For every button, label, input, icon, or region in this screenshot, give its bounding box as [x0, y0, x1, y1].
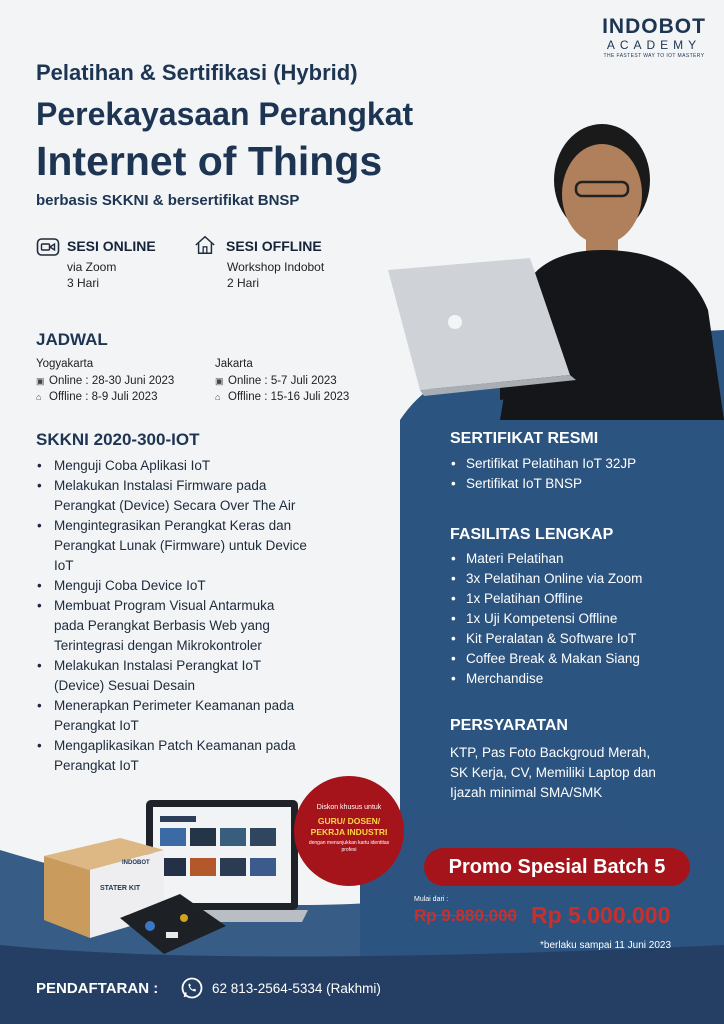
product-illustration	[40, 798, 310, 958]
new-price: Rp 5.000.000	[531, 902, 671, 928]
skkni-item-line: IoT	[54, 558, 74, 573]
session-online-platform: via Zoom	[67, 260, 117, 274]
jadwal-jakarta-offline: Offline : 15-16 Juli 2023	[228, 391, 350, 403]
persyaratan-line: Ijazah minimal SMA/SMK	[450, 785, 603, 800]
video-camera-icon	[36, 236, 60, 258]
skkni-item	[36, 696, 356, 736]
skkni-item	[36, 656, 356, 696]
skkni-item-line: Perangkat IoT	[54, 718, 139, 733]
headline-iot: Internet of Things	[36, 138, 383, 184]
logo-wordmark: INDOBOT	[602, 15, 706, 38]
skkni-item-line: • Menguji Coba Device IoT	[54, 578, 206, 593]
session-online-detail	[67, 259, 116, 291]
fasilitas-item: • Merchandise	[450, 669, 710, 689]
session-online-duration: 3 Hari	[67, 276, 100, 290]
fasilitas-item: • 3x Pelatihan Online via Zoom	[450, 569, 710, 589]
price-from-label: Mulai dari :	[414, 896, 449, 903]
fasilitas-title: FASILITAS LENGKAP	[450, 526, 614, 543]
skkni-item-line: • Mengintegrasikan Perangkat Keras dan	[54, 518, 292, 533]
skkni-item-line: • Melakukan Instalasi Perangkat IoT	[54, 658, 262, 673]
jadwal-jakarta-online: Online : 5-7 Juli 2023	[228, 375, 337, 387]
persyaratan-text	[450, 743, 714, 803]
badge-audience-line: GURU/ DOSEN/	[317, 816, 381, 826]
skkni-item-line: • Menguji Coba Aplikasi IoT	[54, 458, 211, 473]
house-icon: ⌂	[36, 392, 42, 402]
skkni-item	[36, 456, 356, 476]
fasilitas-list	[450, 549, 710, 689]
persyaratan-line: SK Kerja, CV, Memiliki Laptop dan	[450, 765, 656, 780]
jadwal-jakarta-city: Jakarta	[215, 358, 253, 370]
skkni-item-line: pada Perangkat Berbasis Web yang	[54, 618, 270, 633]
skkni-item-line: • Membuat Program Visual Antarmuka	[54, 598, 275, 613]
fasilitas-item: • Kit Peralatan & Software IoT	[450, 629, 710, 649]
video-camera-icon: ▣	[36, 376, 45, 386]
headline-perekayasaan: Perekayasaan Perangkat	[36, 96, 414, 132]
skkni-item-line: (Device) Sesuai Desain	[54, 678, 196, 693]
house-icon: ⌂	[215, 392, 221, 402]
sertifikat-list	[450, 454, 710, 494]
jadwal-yogya-online: Online : 28-30 Juni 2023	[49, 375, 175, 387]
jadwal-yogya-city: Yogyakarta	[36, 358, 94, 370]
skkni-item	[36, 476, 356, 516]
house-icon	[193, 234, 217, 256]
session-offline-detail	[227, 259, 324, 291]
skkni-item-line: Terintegrasi dengan Mikrokontroler	[54, 638, 262, 653]
jadwal-title: JADWAL	[36, 330, 108, 349]
skkni-item	[36, 576, 356, 596]
headline-hybrid: Pelatihan & Sertifikasi (Hybrid)	[36, 60, 358, 85]
session-online-title: SESI ONLINE	[67, 238, 156, 254]
video-camera-icon: ▣	[215, 376, 224, 386]
presenter-photo	[380, 110, 724, 420]
sertifikat-title: SERTIFIKAT RESMI	[450, 430, 599, 447]
skkni-title: SKKNI 2020-300-IOT	[36, 430, 200, 449]
persyaratan-line: KTP, Pas Foto Backgroud Merah,	[450, 745, 651, 760]
skkni-item	[36, 596, 356, 656]
box-brand: INDOBOT	[122, 860, 150, 866]
registration-label: PENDAFTARAN :	[36, 980, 159, 997]
presenter-face	[562, 144, 642, 244]
skkni-item-line: Perangkat IoT	[54, 758, 139, 773]
fasilitas-item: • Materi Pelatihan	[450, 549, 710, 569]
fasilitas-item: • Coffee Break & Makan Siang	[450, 649, 710, 669]
skkni-item-line: • Melakukan Instalasi Firmware pada	[54, 478, 267, 493]
jadwal-jakarta	[215, 356, 349, 405]
skkni-item-line: • Menerapkan Perimeter Keamanan pada	[54, 698, 295, 713]
skkni-item	[36, 516, 356, 576]
promo-validity-note: *berlaku sampai 11 Juni 2023	[540, 940, 672, 951]
discount-badge	[294, 776, 404, 886]
fasilitas-item: • 1x Uji Kompetensi Offline	[450, 609, 710, 629]
box-title: STATER KIT	[100, 885, 141, 892]
skkni-item-line: Perangkat Lunak (Firmware) untuk Device	[54, 538, 307, 553]
badge-intro: Diskon khusus untuk	[316, 804, 382, 811]
skkni-item	[36, 736, 356, 776]
headline-skkni-bnsp: berbasis SKKNI & bersertifikat BNSP	[36, 192, 300, 209]
laptop-logo	[448, 315, 462, 329]
persyaratan-title: PERSYARATAN	[450, 717, 568, 734]
whatsapp-icon[interactable]	[180, 976, 204, 1000]
session-offline-place: Workshop Indobot	[227, 260, 325, 274]
badge-audience	[294, 816, 404, 838]
badge-audience-line: PEKRJA INDUSTRI	[310, 827, 388, 837]
logo-tagline: THE FASTEST WAY TO IOT MASTERY	[603, 53, 705, 59]
old-price: Rp 9.880.000	[414, 906, 518, 925]
jadwal-yogya-offline: Offline : 8-9 Juli 2023	[49, 391, 158, 403]
jadwal-yogyakarta	[36, 356, 174, 405]
skkni-item-line: • Mengaplikasikan Patch Keamanan pada	[54, 738, 296, 753]
badge-note: dengan menunjukkan kartu identitas profesi	[308, 840, 390, 853]
session-offline-title: SESI OFFLINE	[226, 238, 322, 254]
promo-banner: Promo Spesial Batch 5	[424, 848, 690, 886]
sertifikat-item: • Sertifikat Pelatihan IoT 32JP	[450, 454, 710, 474]
skkni-list	[36, 456, 356, 776]
skkni-item-line: Perangkat (Device) Secara Over The Air	[54, 498, 296, 513]
indobot-logo	[598, 16, 710, 60]
session-offline-duration: 2 Hari	[227, 276, 260, 290]
fasilitas-item: • 1x Pelatihan Offline	[450, 589, 710, 609]
phone-link[interactable]: 62 813-2564-5334 (Rakhmi)	[212, 981, 381, 996]
logo-subtitle: ACADEMY	[606, 38, 702, 52]
sertifikat-item: • Sertifikat IoT BNSP	[450, 474, 710, 494]
